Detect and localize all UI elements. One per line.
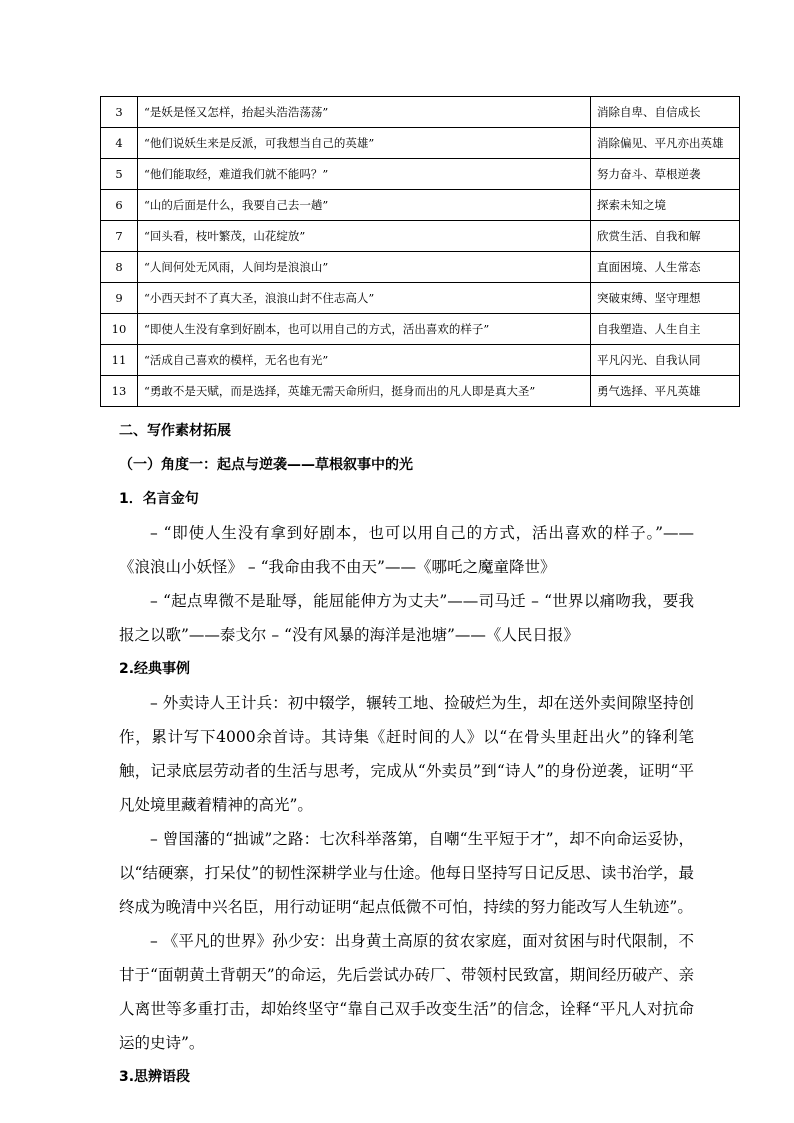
angle-heading: （一）角度一：起点与逆袭——草根叙事中的光 <box>119 457 413 473</box>
famous-quotes-paragraph-1: – “即使人生没有拿到好剧本，也可以用自己的方式，活出喜欢的样子。”——《浪浪山小妖怪》 – “我命由我不由天”——《哪吒之魔童降世》 <box>119 524 694 576</box>
theme-cell: 欣赏生活、自我和解 <box>591 221 740 252</box>
quote-cell: “勇敢不是天赋，而是选择，英雄无需天命所归，挺身而出的凡人即是真大圣” <box>138 376 591 407</box>
theme-cell: 勇气选择、平凡英雄 <box>591 376 740 407</box>
row-number: 7 <box>101 221 138 252</box>
quote-cell: “回头看，枝叶繁茂，山花绽放” <box>138 221 591 252</box>
quotes-table-body <box>101 97 740 407</box>
theme-cell: 平凡闪光、自我认同 <box>591 345 740 376</box>
example-paragraph-2: – 曾国藩的“拙诚”之路：七次科举落第，自嘲“生平短于才”，却不向命运妥协，以“结硬寨，打呆仗”的韧性深耕学业与仕途。他每日坚持写日记反思、读书治学，最终成为晚清中兴名臣，用行动证明“起点低微不可怕，持续的努力能改写人生轨迹”。 <box>119 830 694 916</box>
row-number: 8 <box>101 252 138 283</box>
table-row <box>101 283 740 314</box>
table-row <box>101 221 740 252</box>
quote-cell: “人间何处无风雨，人间均是浪浪山” <box>138 252 591 283</box>
debate-heading: 3.思辨语段 <box>119 1069 191 1085</box>
quote-cell: “他们能取经，难道我们就不能吗？” <box>138 159 591 190</box>
table-row <box>101 190 740 221</box>
theme-cell: 突破束缚、坚守理想 <box>591 283 740 314</box>
theme-cell: 消除自卑、自信成长 <box>591 97 740 128</box>
table-row <box>101 345 740 376</box>
example-paragraph-3: – 《平凡的世界》孙少安：出身黄土高原的贫农家庭，面对贫困与时代限制，不甘于“面朝黄土背朝天”的命运，先后尝试办砖厂、带领村民致富，期间经历破产、亲人离世等多重打击，却始终坚守“靠自己双手改变生活”的信念，诠释“平凡人对抗命运的史诗”。 <box>119 932 694 1052</box>
row-number: 10 <box>101 314 138 345</box>
table-row <box>101 97 740 128</box>
examples-heading: 2.经典事例 <box>119 661 191 677</box>
writing-material-section <box>119 414 694 1094</box>
theme-cell: 自我塑造、人生自主 <box>591 314 740 345</box>
quote-cell: “他们说妖生来是反派，可我想当自己的英雄” <box>138 128 591 159</box>
table-row <box>101 159 740 190</box>
row-number: 6 <box>101 190 138 221</box>
example-paragraph-1: – 外卖诗人王计兵：初中辍学，辗转工地、捡破烂为生，却在送外卖间隙坚持创作，累计写下4000余首诗。其诗集《赶时间的人》以“在骨头里赶出火”的锋利笔触，记录底层劳动者的生活与思考，完成从“外卖员”到“诗人”的身份逆袭，证明“平凡处境里藏着精神的高光”。 <box>119 694 694 814</box>
quote-cell: “山的后面是什么，我要自己去一趟” <box>138 190 591 221</box>
theme-cell: 探索未知之境 <box>591 190 740 221</box>
row-number: 9 <box>101 283 138 314</box>
table-row <box>101 252 740 283</box>
row-number: 11 <box>101 345 138 376</box>
quote-cell: “是妖是怪又怎样，抬起头浩浩荡荡” <box>138 97 591 128</box>
table-row <box>101 376 740 407</box>
theme-cell: 直面困境、人生常态 <box>591 252 740 283</box>
quotes-heading: 1．名言金句 <box>119 491 199 507</box>
table-row <box>101 314 740 345</box>
famous-quotes-paragraph-2: – “起点卑微不是耻辱，能屈能伸方为丈夫”——司马迁 – “世界以痛吻我，要我报之以歌”——泰戈尔 – “没有风暴的海洋是池塘”——《人民日报》 <box>119 592 694 644</box>
row-number: 4 <box>101 128 138 159</box>
section-heading: 二、写作素材拓展 <box>119 423 231 439</box>
theme-cell: 努力奋斗、草根逆袭 <box>591 159 740 190</box>
row-number: 13 <box>101 376 138 407</box>
theme-cell: 消除偏见、平凡亦出英雄 <box>591 128 740 159</box>
quote-cell: “小西天封不了真大圣，浪浪山封不住志高人” <box>138 283 591 314</box>
row-number: 3 <box>101 97 138 128</box>
quotes-table <box>100 96 740 407</box>
quote-cell: “即使人生没有拿到好剧本，也可以用自己的方式，活出喜欢的样子” <box>138 314 591 345</box>
row-number: 5 <box>101 159 138 190</box>
table-row <box>101 128 740 159</box>
quote-cell: “活成自己喜欢的模样，无名也有光” <box>138 345 591 376</box>
